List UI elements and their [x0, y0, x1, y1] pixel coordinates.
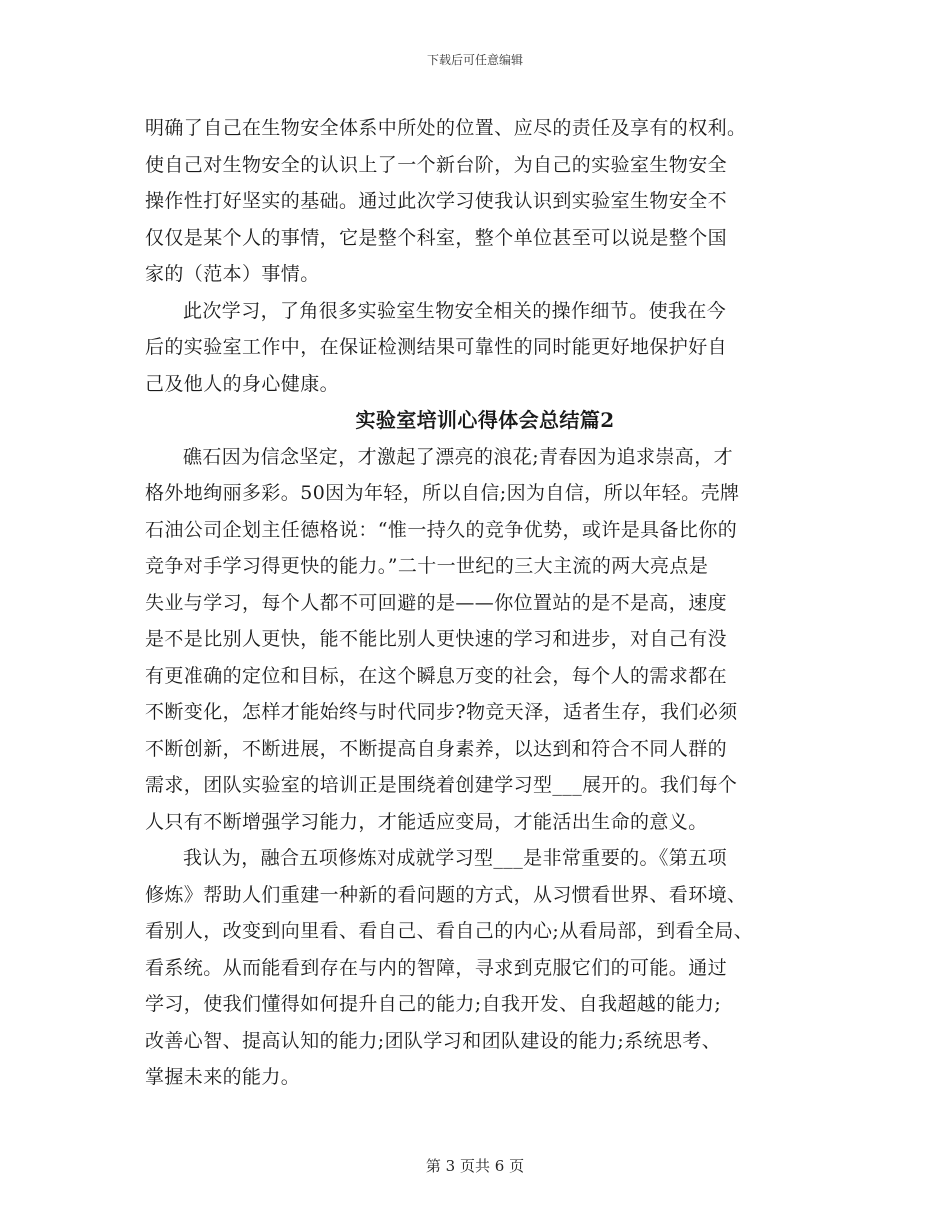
text-line: 石油公司企划主任德格说：“惟一持久的竞争优势，或许是具备比你的 [145, 518, 738, 541]
text-line: 此次学习，了角很多实验室生物安全相关的操作细节。使我在今 [183, 299, 727, 322]
text-line: 修炼》帮助人们重建一种新的看问题的方式，从习惯看世界、看环境、 [145, 883, 747, 906]
text-line: 己及他人的身心健康。 [145, 372, 340, 395]
section-heading: 实验室培训心得体会总结篇2 [355, 408, 615, 432]
document-body [145, 110, 805, 1096]
text-line: 看系统。从而能看到存在与内的智障，寻求到克服它们的可能。通过 [145, 956, 728, 979]
paragraph [145, 439, 805, 841]
text-line: 需求，团队实验室的培训正是围绕着创建学习型___展开的。我们每个 [145, 774, 738, 796]
text-line: 掌握未来的能力。 [145, 1066, 301, 1088]
text-line: 礁石因为信念坚定，才激起了漂亮的浪花;青春因为追求崇高，才 [183, 445, 734, 468]
text-line: 学习，使我们懂得如何提升自己的能力;自我开发、自我超越的能力; [145, 993, 722, 1015]
text-line: 我认为，融合五项修炼对成就学习型___是非常重要的。《第五项 [183, 847, 728, 869]
text-line: 有更准确的定位和目标，在这个瞬息万变的社会，每个人的需求都在 [145, 664, 728, 687]
text-line: 人只有不断增强学习能力，才能适应变局，才能活出生命的意义。 [145, 810, 708, 833]
text-line: 改善心智、提高认知的能力;团队学习和团队建设的能力;系统思考、 [145, 1029, 722, 1052]
text-line: 失业与学习，每个人都不可回避的是——你位置站的是不是高，速度 [145, 591, 728, 614]
text-line: 仅仅是某个人的事情，它是整个科室，整个单位甚至可以说是整个国 [145, 226, 728, 249]
page-header: 下载后可任意编辑 [426, 53, 523, 67]
text-line: 竞争对手学习得更快的能力。”二十一世纪的三大主流的两大亮点是 [145, 555, 709, 577]
text-line: 格外地绚丽多彩。50因为年轻，所以自信;因为自信，所以年轻。壳牌 [145, 482, 740, 504]
text-line: 不断变化，怎样才能始终与时代同步?物竞天泽，适者生存，我们必须 [145, 701, 738, 723]
text-line: 看别人，改变到向里看、看自己、看自己的内心;从看局部，到看全局、 [145, 920, 754, 942]
text-line: 是不是比别人更快，能不能比别人更快速的学习和进步，对自己有没 [145, 628, 728, 650]
paragraph [145, 840, 805, 1096]
page-footer: 第 3 页共 6 页 [425, 1157, 525, 1175]
text-line: 使自己对生物安全的认识上了一个新台阶，为自己的实验室生物安全 [145, 153, 728, 176]
text-line: 家的（范本）事情。 [145, 263, 320, 285]
text-line: 操作性打好坚实的基础。通过此次学习使我认识到实验室生物安全不 [145, 190, 728, 212]
text-line: 明确了自己在生物安全体系中所处的位置、应尽的责任及享有的权利。 [145, 117, 747, 139]
text-line: 不断创新，不断进展，不断提高自身素养，以达到和符合不同人群的 [145, 737, 728, 760]
paragraph [145, 293, 805, 403]
text-line: 后的实验室工作中，在保证检测结果可靠性的同时能更好地保护好自 [145, 336, 728, 358]
paragraph [145, 110, 805, 293]
